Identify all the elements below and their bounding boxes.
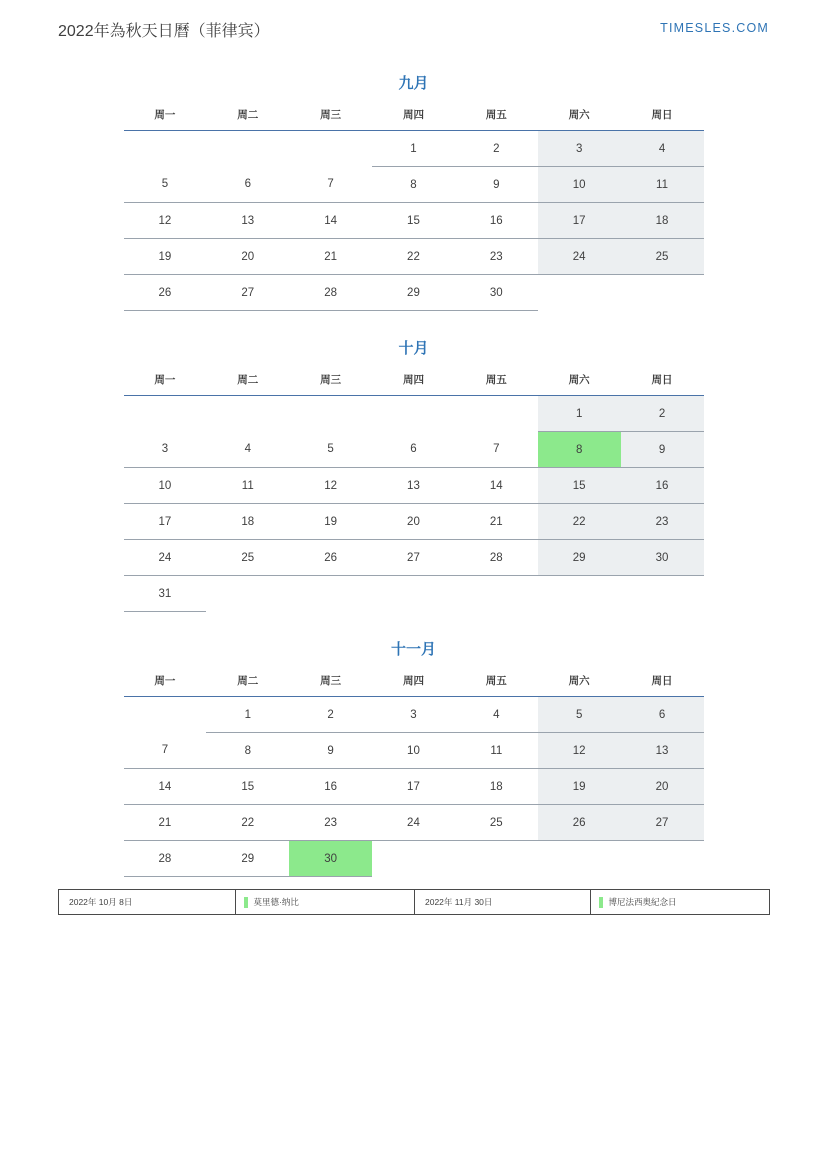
page-header: [58, 18, 769, 52]
empty-cell: [621, 576, 704, 612]
weekday-header: 周四: [372, 368, 455, 396]
day-cell[interactable]: 28: [455, 540, 538, 576]
months-container: [58, 52, 769, 877]
day-cell[interactable]: 5: [289, 432, 372, 468]
week-row: [124, 131, 704, 167]
day-cell[interactable]: 24: [124, 540, 207, 576]
day-cell[interactable]: 16: [289, 769, 372, 805]
weekday-header: 周五: [455, 103, 538, 131]
day-cell[interactable]: 19: [289, 504, 372, 540]
day-cell[interactable]: 11: [206, 468, 289, 504]
day-cell[interactable]: 17: [124, 504, 207, 540]
weekday-header: 周二: [206, 103, 289, 131]
day-cell[interactable]: 18: [621, 203, 704, 239]
day-cell[interactable]: 4: [621, 131, 704, 167]
day-cell[interactable]: 3: [124, 432, 207, 468]
weekday-header: 周一: [124, 103, 207, 131]
legend-name-0: [235, 890, 414, 914]
day-cell[interactable]: 1: [538, 396, 621, 432]
empty-cell: [124, 396, 207, 432]
day-cell[interactable]: 30: [455, 275, 538, 311]
legend: [58, 889, 770, 915]
empty-cell: [621, 275, 704, 311]
empty-cell: [538, 275, 621, 311]
day-cell[interactable]: 20: [206, 239, 289, 275]
day-cell[interactable]: 26: [538, 805, 621, 841]
empty-cell: [621, 841, 704, 877]
legend-date-1: 2022年 11月 30日: [414, 890, 590, 914]
day-cell[interactable]: 19: [124, 239, 207, 275]
day-cell[interactable]: 7: [124, 733, 207, 769]
day-cell[interactable]: 23: [621, 504, 704, 540]
day-cell[interactable]: 27: [206, 275, 289, 311]
day-cell[interactable]: 24: [372, 805, 455, 841]
spacer: [124, 52, 704, 72]
weekday-header: 周四: [372, 103, 455, 131]
legend-name-text-1: 博尼法西奥紀念日: [608, 897, 677, 907]
day-cell[interactable]: 2: [289, 697, 372, 733]
weekday-header: 周三: [289, 368, 372, 396]
day-cell[interactable]: 9: [621, 432, 704, 468]
day-cell[interactable]: 14: [289, 203, 372, 239]
day-cell[interactable]: 12: [538, 733, 621, 769]
day-cell[interactable]: 13: [372, 468, 455, 504]
day-cell[interactable]: 21: [124, 805, 207, 841]
day-cell[interactable]: 13: [621, 733, 704, 769]
day-cell[interactable]: 21: [455, 504, 538, 540]
week-row: [124, 468, 704, 504]
day-cell[interactable]: 18: [455, 769, 538, 805]
weekday-header: 周日: [621, 669, 704, 697]
day-cell[interactable]: 9: [455, 167, 538, 203]
empty-cell: [124, 697, 207, 733]
weekday-header: 周二: [206, 669, 289, 697]
day-cell[interactable]: 10: [124, 468, 207, 504]
spacer: [124, 311, 704, 337]
week-row: [124, 697, 704, 733]
day-cell[interactable]: 30: [621, 540, 704, 576]
weekday-header-row: [124, 368, 704, 396]
weekday-header: 周六: [538, 368, 621, 396]
day-cell[interactable]: 12: [124, 203, 207, 239]
day-cell[interactable]: 7: [289, 167, 372, 203]
empty-cell: [289, 396, 372, 432]
empty-cell: [372, 841, 455, 877]
day-cell[interactable]: 27: [372, 540, 455, 576]
empty-cell: [206, 576, 289, 612]
day-cell[interactable]: 23: [289, 805, 372, 841]
month-block: [124, 612, 704, 877]
month-table: [124, 669, 704, 877]
empty-cell: [206, 131, 289, 167]
weekday-header: 周五: [455, 669, 538, 697]
empty-cell: [455, 841, 538, 877]
day-cell[interactable]: 15: [372, 203, 455, 239]
day-cell[interactable]: 8: [372, 167, 455, 203]
empty-cell: [372, 576, 455, 612]
week-row: [124, 203, 704, 239]
day-cell[interactable]: 4: [206, 432, 289, 468]
week-row: [124, 396, 704, 432]
spacer: [124, 612, 704, 638]
weekday-header: 周六: [538, 103, 621, 131]
day-cell[interactable]: 31: [124, 576, 207, 612]
weekday-header: 周一: [124, 669, 207, 697]
month-table: [124, 368, 704, 612]
day-cell[interactable]: 29: [372, 275, 455, 311]
week-row: [124, 167, 704, 203]
legend-name-text-0: 莫里德·纳比: [253, 897, 299, 907]
day-cell[interactable]: 26: [289, 540, 372, 576]
empty-cell: [206, 396, 289, 432]
empty-cell: [289, 131, 372, 167]
day-cell[interactable]: 10: [372, 733, 455, 769]
day-cell[interactable]: 22: [372, 239, 455, 275]
day-cell[interactable]: 3: [372, 697, 455, 733]
day-cell[interactable]: 20: [621, 769, 704, 805]
legend-date-0: 2022年 10月 8日: [69, 897, 133, 907]
day-cell[interactable]: 25: [206, 540, 289, 576]
day-cell[interactable]: 28: [289, 275, 372, 311]
day-cell[interactable]: 6: [206, 167, 289, 203]
month-block: [124, 311, 704, 612]
brand-logo: TIMESLES.COM: [660, 21, 769, 35]
weekday-header: 周四: [372, 669, 455, 697]
empty-cell: [455, 576, 538, 612]
week-row: [124, 733, 704, 769]
day-cell[interactable]: 13: [206, 203, 289, 239]
week-row: [124, 275, 704, 311]
day-cell[interactable]: 24: [538, 239, 621, 275]
day-cell[interactable]: 3: [538, 131, 621, 167]
day-cell[interactable]: 19: [538, 769, 621, 805]
day-cell[interactable]: 1: [372, 131, 455, 167]
day-cell[interactable]: 22: [538, 504, 621, 540]
weekday-header: 周一: [124, 368, 207, 396]
day-cell[interactable]: 17: [372, 769, 455, 805]
day-cell[interactable]: 21: [289, 239, 372, 275]
day-cell[interactable]: 5: [124, 167, 207, 203]
weekday-header: 周三: [289, 669, 372, 697]
month-title: 九月: [398, 75, 429, 92]
legend-swatch-icon: [244, 897, 248, 908]
day-cell[interactable]: 11: [455, 733, 538, 769]
day-cell[interactable]: 8: [206, 733, 289, 769]
week-row: [124, 239, 704, 275]
day-cell[interactable]: 23: [455, 239, 538, 275]
week-row: [124, 540, 704, 576]
day-cell[interactable]: 12: [289, 468, 372, 504]
week-row: [124, 432, 704, 468]
day-cell[interactable]: 10: [538, 167, 621, 203]
empty-cell: [289, 576, 372, 612]
month-table: [124, 103, 704, 311]
week-row: [124, 769, 704, 805]
day-cell[interactable]: 25: [455, 805, 538, 841]
weekday-header: 周五: [455, 368, 538, 396]
day-cell[interactable]: 28: [124, 841, 207, 877]
day-cell[interactable]: 17: [538, 203, 621, 239]
day-cell[interactable]: 16: [455, 203, 538, 239]
day-cell[interactable]: 11: [621, 167, 704, 203]
page-title: 2022年為秋天日曆（菲律宾）: [58, 23, 270, 40]
legend-swatch-icon: [599, 897, 603, 908]
day-cell[interactable]: 2: [455, 131, 538, 167]
week-row: [124, 576, 704, 612]
empty-cell: [538, 841, 621, 877]
day-cell[interactable]: 9: [289, 733, 372, 769]
weekday-header-row: [124, 103, 704, 131]
month-title: 十一月: [390, 641, 436, 658]
day-cell[interactable]: 29: [538, 540, 621, 576]
day-cell[interactable]: 14: [124, 769, 207, 805]
weekday-header: 周日: [621, 368, 704, 396]
day-cell[interactable]: 15: [538, 468, 621, 504]
empty-cell: [372, 396, 455, 432]
weekday-header: 周二: [206, 368, 289, 396]
weekday-header-row: [124, 669, 704, 697]
empty-cell: [455, 396, 538, 432]
weekday-header: 周三: [289, 103, 372, 131]
day-cell[interactable]: 1: [206, 697, 289, 733]
day-cell[interactable]: 15: [206, 769, 289, 805]
day-cell[interactable]: 5: [538, 697, 621, 733]
day-cell[interactable]: 8: [538, 432, 621, 468]
day-cell[interactable]: 26: [124, 275, 207, 311]
month-block: [124, 52, 704, 311]
day-cell[interactable]: 16: [621, 468, 704, 504]
day-cell[interactable]: 7: [455, 432, 538, 468]
empty-cell: [124, 131, 207, 167]
day-cell[interactable]: 14: [455, 468, 538, 504]
day-cell[interactable]: 18: [206, 504, 289, 540]
weekday-header: 周日: [621, 103, 704, 131]
day-cell[interactable]: 22: [206, 805, 289, 841]
day-cell[interactable]: 27: [621, 805, 704, 841]
day-cell[interactable]: 25: [621, 239, 704, 275]
week-row: [124, 504, 704, 540]
week-row: [124, 841, 704, 877]
weekday-header: 周六: [538, 669, 621, 697]
day-cell[interactable]: 20: [372, 504, 455, 540]
day-cell[interactable]: 6: [372, 432, 455, 468]
empty-cell: [538, 576, 621, 612]
day-cell[interactable]: 30: [289, 841, 372, 877]
day-cell[interactable]: 4: [455, 697, 538, 733]
week-row: [124, 805, 704, 841]
day-cell[interactable]: 2: [621, 396, 704, 432]
legend-name-1: [590, 890, 769, 914]
day-cell[interactable]: 6: [621, 697, 704, 733]
day-cell[interactable]: 29: [206, 841, 289, 877]
month-title: 十月: [398, 340, 429, 357]
